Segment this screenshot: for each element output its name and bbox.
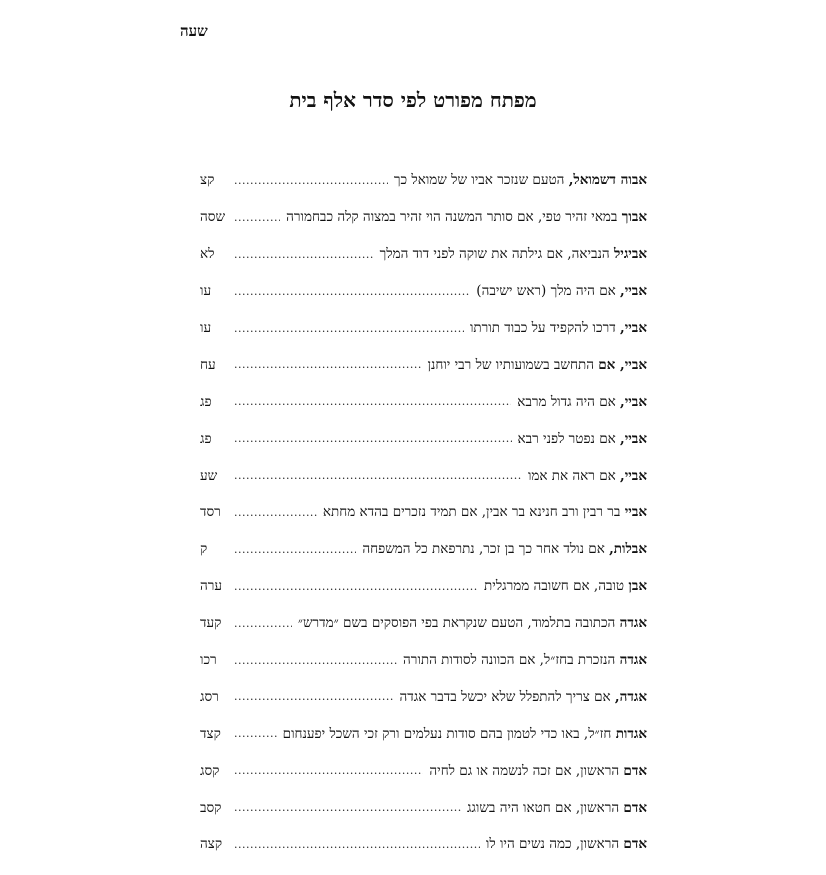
entry-head: אגדה xyxy=(619,652,647,669)
entry-page-ref: עו xyxy=(200,320,212,336)
entry-text xyxy=(400,689,648,705)
entry-text xyxy=(467,800,647,816)
entry-head: אדם xyxy=(623,836,647,853)
entry-body: אם ראה את אמו xyxy=(527,467,621,484)
index-entry xyxy=(200,531,647,568)
dot-leader xyxy=(234,469,522,482)
entry-body: אם נולד אחר כך בן זכר, נתרפאת כל המשפחה xyxy=(362,541,610,558)
entry-body: הנביאה, אם גילתה את שוקה לפני דוד המלך xyxy=(379,246,614,263)
entry-page-ref: עו xyxy=(200,283,212,300)
entry-body: אם צריך להתפלל שלא יכשל בדבר אגדה xyxy=(399,688,615,705)
dot-leader xyxy=(234,322,464,335)
entry-body: התחשב בשמועותיו של רבי יוחנן xyxy=(427,356,599,373)
entry-page-ref: רסד xyxy=(200,504,221,521)
entry-body: אם נפטר לפני רבא xyxy=(517,430,621,447)
entry-page-ref: ק xyxy=(200,541,208,558)
dot-leader xyxy=(234,580,478,593)
entry-text xyxy=(298,615,647,631)
entry-body: אם היה מלך (ראש ישיבה) xyxy=(476,283,621,300)
index-entry xyxy=(200,826,647,863)
dot-leader xyxy=(234,358,422,371)
entry-text xyxy=(486,836,647,852)
entry-head: אדם xyxy=(623,762,647,779)
entry-text xyxy=(362,541,647,557)
entry-body: הנזכרת בחז״ל, אם הכוונה לסודות התורה xyxy=(403,652,620,669)
dot-leader xyxy=(234,285,470,298)
index-entry xyxy=(200,789,647,826)
entry-page-ref: פג xyxy=(200,393,212,410)
page-number: שעה xyxy=(180,22,208,40)
dot-leader xyxy=(234,654,397,667)
dot-leader xyxy=(234,248,374,261)
entry-body: בר רבין ורב חנינא בר אבין, אם תמיד נזכרים בהדא מחתא xyxy=(322,504,625,521)
entry-page-ref: קסג xyxy=(200,762,220,779)
entry-head: אגדה xyxy=(619,615,647,632)
entry-head: אביי, xyxy=(620,393,647,410)
entry-text xyxy=(518,431,647,447)
entry-head: אביי, אם xyxy=(598,356,647,373)
entry-body: אם היה גדול מרבא xyxy=(517,393,621,410)
entry-page-ref: קסב xyxy=(200,799,222,816)
entry-head: אגדה, xyxy=(614,688,647,705)
entry-page-ref: ערה xyxy=(200,578,223,595)
entry-body: חז״ל, באו כדי לטמון בהם סודות נעלמים ורק זכי השכל יפענחום xyxy=(282,725,616,742)
entry-text xyxy=(380,246,647,262)
index-entry xyxy=(200,642,647,679)
entry-head: אבן xyxy=(628,578,647,595)
entry-head: אבלות, xyxy=(609,541,647,558)
dot-leader xyxy=(234,432,512,445)
dot-leader xyxy=(234,506,317,519)
index-entry xyxy=(200,715,647,752)
entry-page-ref: שסה xyxy=(200,209,226,226)
entry-page-ref: לא xyxy=(200,246,215,263)
entry-body: הראשון, אם חטאו היה בשוגג xyxy=(466,799,624,816)
entry-body: במאי זהיר טפי, אם סותר המשנה הוי זהיר במצוה קלה כבחמורה xyxy=(286,209,622,226)
dot-leader xyxy=(234,617,292,630)
index-entry xyxy=(200,199,647,236)
entry-head: אגדות xyxy=(615,725,647,742)
dot-leader xyxy=(234,543,356,556)
entry-head: אבוך xyxy=(621,209,647,226)
entry-page-ref: קצה xyxy=(200,836,223,853)
dot-leader xyxy=(234,801,461,814)
entry-page-ref: עח xyxy=(200,356,216,373)
index-entry xyxy=(200,752,647,789)
entry-page-ref: קצד xyxy=(200,725,221,742)
page-title: מפתח מפורט לפי סדר אלף בית xyxy=(289,88,537,112)
entry-text xyxy=(286,209,647,225)
entry-body: הראשון, אם זכה לנשמה או גם לחיה xyxy=(429,762,624,779)
entry-text xyxy=(428,357,647,373)
entry-head: אביי, xyxy=(620,467,647,484)
entry-text xyxy=(429,763,647,779)
entry-page-ref: פג xyxy=(200,430,212,447)
dot-leader xyxy=(234,764,423,777)
entry-body: הראשון, כמה נשים היו לו xyxy=(485,836,624,853)
dot-leader xyxy=(234,690,394,703)
entry-text xyxy=(283,726,647,742)
entry-head: אביי, xyxy=(620,430,647,447)
index-entry xyxy=(200,236,647,273)
dot-leader xyxy=(234,211,280,224)
entry-head: אביי xyxy=(624,504,647,521)
index-entry xyxy=(200,383,647,420)
index-entry xyxy=(200,162,647,199)
entry-body: הטעם שנזכר אביו של שמואל כך xyxy=(393,172,569,189)
entry-page-ref: קעד xyxy=(200,615,222,632)
index-entry xyxy=(200,494,647,531)
index-entry xyxy=(200,346,647,383)
entry-text xyxy=(470,320,647,336)
index-entry xyxy=(200,273,647,310)
entry-text xyxy=(394,172,647,188)
entry-head: אדם xyxy=(623,799,647,816)
entry-head: אבוה דשמואל, xyxy=(568,172,647,189)
entry-body: דרכו להקפיד על כבוד תורתו xyxy=(469,320,621,336)
index-entry xyxy=(200,605,647,642)
entry-text xyxy=(323,504,647,520)
entry-page-ref: שע xyxy=(200,467,218,484)
dot-leader xyxy=(234,395,511,408)
index-list xyxy=(200,162,647,863)
index-entry xyxy=(200,568,647,605)
entry-text xyxy=(476,283,647,299)
entry-body: הכתובה בתלמוד, הטעם שנקראת בפי הפוסקים בשם ״מדרש״ xyxy=(297,615,620,632)
entry-page-ref: רכו xyxy=(200,652,217,669)
entry-head: אביי, xyxy=(620,320,647,336)
entry-text xyxy=(484,578,647,594)
entry-text xyxy=(403,652,647,668)
entry-head: אביי, xyxy=(620,283,647,300)
entry-page-ref: רסג xyxy=(200,688,219,705)
index-entry xyxy=(200,457,647,494)
entry-head: אביגיל xyxy=(613,246,647,263)
dot-leader xyxy=(234,174,388,187)
entry-body: טובה, אם חשובה ממרגלית xyxy=(484,578,629,595)
dot-leader xyxy=(234,727,277,740)
dot-leader xyxy=(234,838,480,851)
entry-text xyxy=(528,468,647,484)
index-entry xyxy=(200,310,647,347)
index-entry xyxy=(200,420,647,457)
entry-page-ref: קצ xyxy=(200,172,215,189)
entry-text xyxy=(517,394,647,410)
index-entry xyxy=(200,678,647,715)
